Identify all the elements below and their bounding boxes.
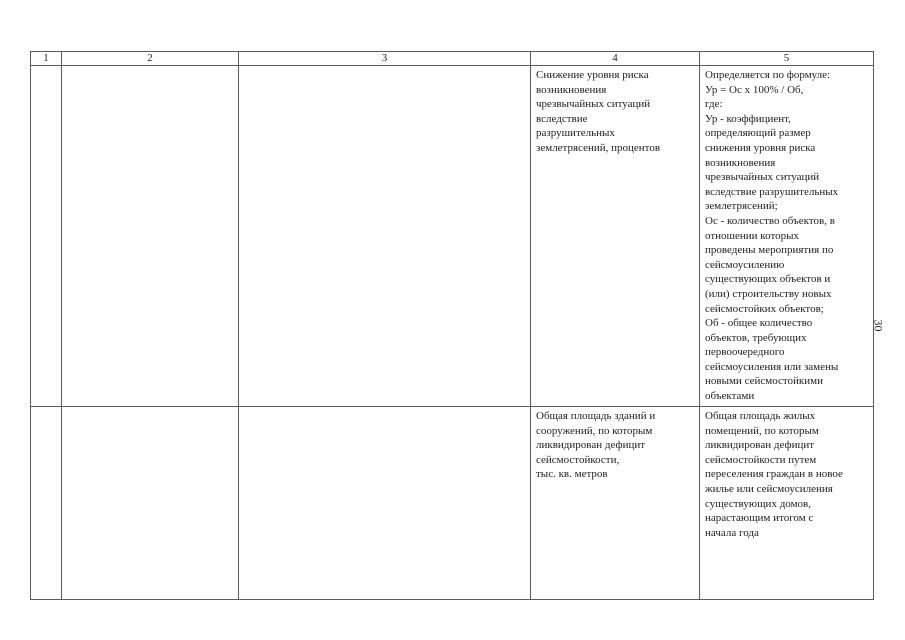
cell-text [239, 66, 530, 68]
table-cell [31, 66, 62, 407]
table-cell [700, 407, 874, 600]
table-cell [239, 407, 531, 600]
document-table [30, 51, 874, 600]
column-header-1: 1 [31, 52, 62, 66]
column-header-3: 3 [239, 52, 531, 66]
page-number: 30 [871, 319, 886, 332]
table-cell [531, 407, 700, 600]
indicator-name-text: Снижение уровня риска возникновения чрезвычайных ситуаций вследствие разрушительных землетрясений, процентов [536, 69, 661, 154]
table-cell [31, 407, 62, 600]
column-header-4: 4 [531, 52, 700, 66]
indicator-method-text: Определяется по формуле: Ур = Ос x 100% / Об, где: Ур - коэффициент, определяющий размер снижения уровня риска возникновения чрезвычайных ситуаций вследствие разрушительных землетрясений; Ос - количество объектов, в отношении которых проведены мероприятия по сейсмоусилению существующих объектов и (или) строительству новых сейсмостойких объектов; Об - общее количество объектов, требующих первоочередного сейсмоусиления или замены новыми сейсмостойкими объектами [705, 69, 839, 403]
cell-text [62, 66, 238, 68]
cell-text [239, 407, 530, 409]
column-header-2: 2 [62, 52, 239, 66]
table-cell [531, 66, 700, 407]
table-cell [700, 66, 874, 407]
cell-text [31, 66, 61, 68]
cell-text [62, 407, 238, 409]
cell-text [31, 407, 61, 409]
indicator-method-text: Общая площадь жилых помещений, по которым ликвидирован дефицит сейсмостойкости путем переселения граждан в новое жилье или сейсмоусиления существующих домов, нарастающим итогом с начала года [705, 410, 843, 539]
indicator-name-text: Общая площадь зданий и сооружений, по которым ликвидирован дефицит сейсмостойкости, тыс. кв. метров [536, 410, 656, 481]
column-header-5: 5 [700, 52, 874, 66]
table-row [31, 66, 874, 407]
table-cell [62, 66, 239, 407]
table-cell [62, 407, 239, 600]
header-row [31, 52, 874, 66]
table-row [31, 407, 874, 600]
table-cell [239, 66, 531, 407]
